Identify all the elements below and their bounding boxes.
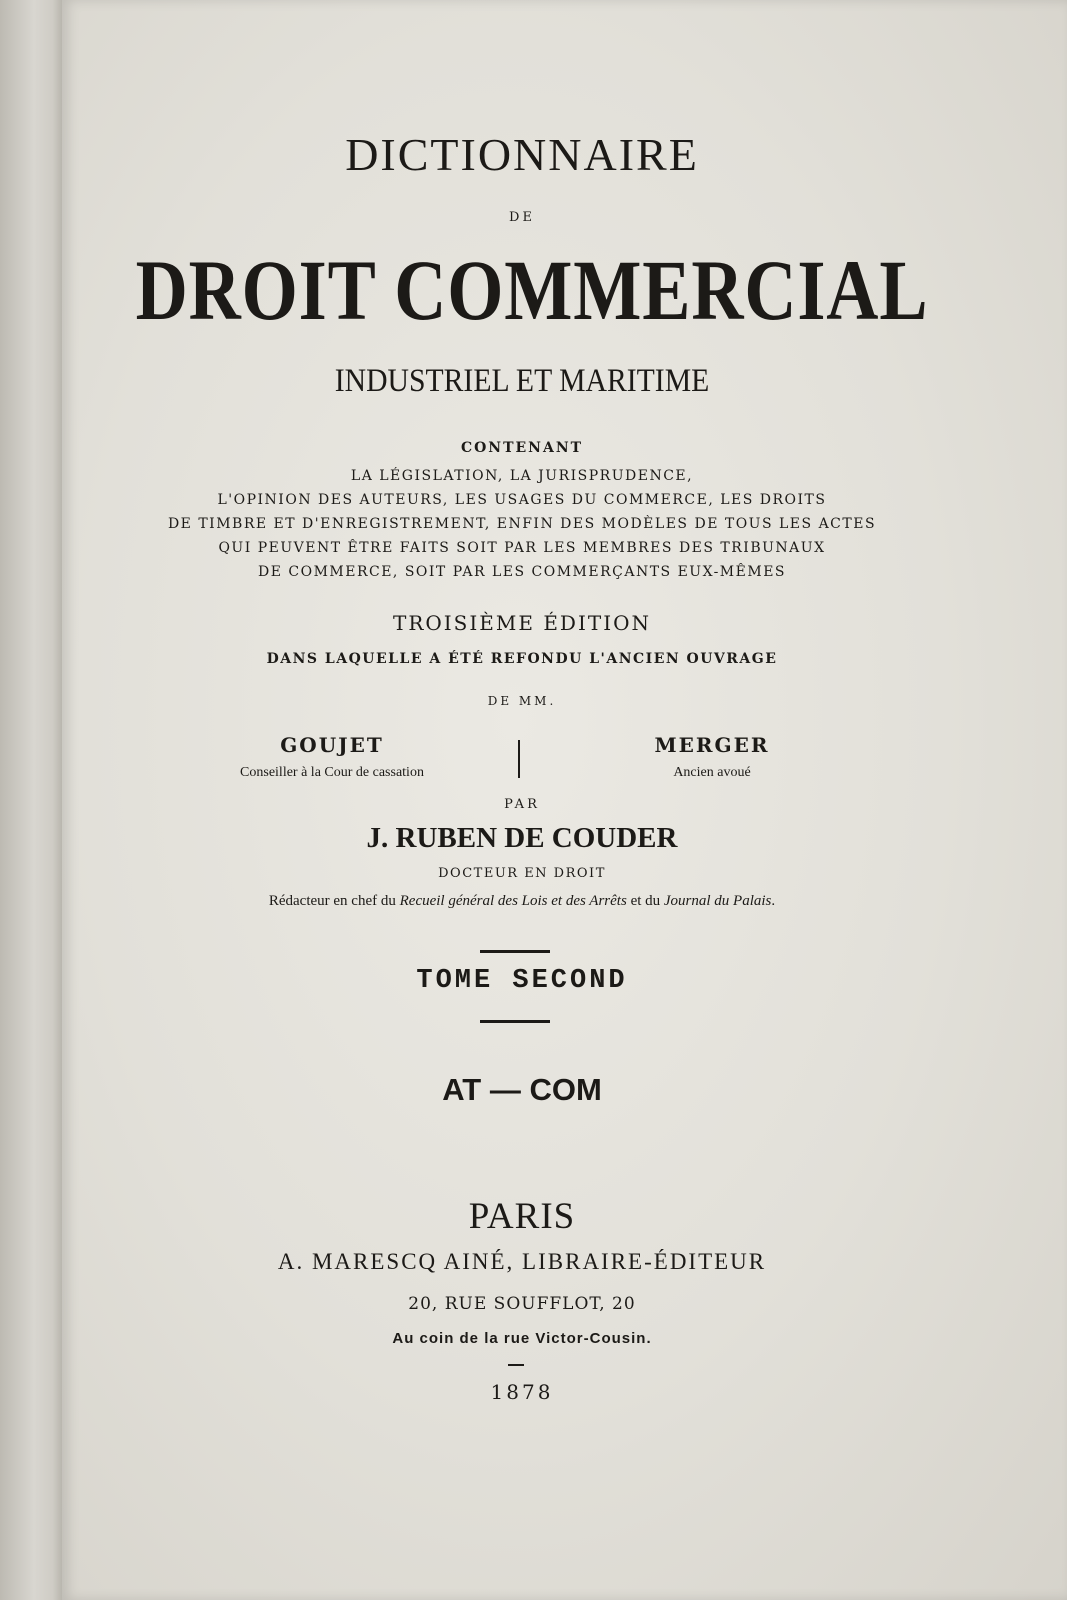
by-par: PAR (504, 797, 540, 812)
contents-line: LA LÉGISLATION, LA JURISPRUDENCE, (350, 468, 694, 484)
edition-label: TROISIÈME ÉDITION (392, 611, 651, 635)
role-end: . (771, 893, 776, 909)
imprint-address: 20, RUE SOUFFLOT, 20 (408, 1294, 636, 1314)
author-degree: DOCTEUR EN DROIT (438, 866, 606, 881)
author-name: GOUJET (280, 733, 384, 757)
author-goujet (182, 733, 482, 781)
contents-line: DE TIMBRE ET D'ENREGISTREMENT, ENFIN DES MODÈLES DE TOUS LES ACTES (167, 516, 877, 532)
subtitle-industriel: INDUSTRIEL ET MARITIME (334, 363, 710, 399)
author-merger (562, 733, 862, 781)
contents-heading: CONTENANT (460, 440, 584, 456)
title-dictionnaire: DICTIONNAIRE (345, 129, 699, 180)
author-role-line (62, 893, 982, 910)
book-spine (0, 0, 62, 1600)
author-divider (518, 740, 520, 778)
original-authors (62, 733, 982, 793)
rule-top (480, 950, 550, 953)
role-prefix: Rédacteur en chef du (268, 893, 400, 909)
edition-de-mm: DE MM. (487, 694, 557, 708)
contents-line: L'OPINION DES AUTEURS, LES USAGES DU COMMERCE, LES DROITS (217, 492, 827, 508)
work-journal: Journal du Palais (663, 893, 772, 909)
author-role: Conseiller à la Cour de cassation (240, 765, 424, 780)
author-main: J. RUBEN DE COUDER (366, 822, 678, 854)
rule-bottom (480, 1020, 550, 1023)
imprint-year: 1878 (490, 1380, 554, 1404)
title-de: DE (509, 210, 535, 225)
volume-range: AT — COM (442, 1072, 602, 1107)
author-name: MERGER (654, 733, 770, 757)
author-role: Ancien avoué (673, 765, 751, 780)
volume-tome: TOME SECOND (416, 966, 628, 996)
title-droit-commercial: DROIT COMMERCIAL (135, 242, 929, 338)
role-mid: et du (626, 893, 664, 909)
imprint-publisher: A. MARESCQ AINÉ, LIBRAIRE-ÉDITEUR (277, 1249, 767, 1274)
rule-small (508, 1364, 524, 1366)
imprint-corner: Au coin de la rue Victor-Cousin. (392, 1330, 652, 1347)
edition-note: DANS LAQUELLE A ÉTÉ REFONDU L'ANCIEN OUVRAGE (266, 651, 778, 667)
contents-line: QUI PEUVENT ÊTRE FAITS SOIT PAR LES MEMBRES DES TRIBUNAUX (218, 540, 826, 556)
imprint-city: PARIS (468, 1196, 576, 1237)
work-recueil: Recueil général des Lois et des Arrêts (399, 893, 627, 909)
contents-line: DE COMMERCE, SOIT PAR LES COMMERÇANTS EUX-MÊMES (257, 564, 786, 580)
